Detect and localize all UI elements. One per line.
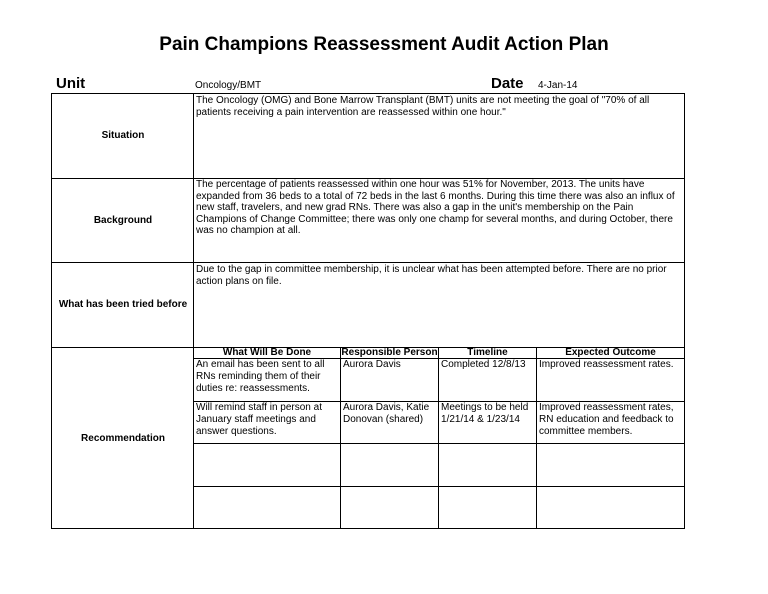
rec-row-divider <box>193 443 685 444</box>
rec-column-divider <box>438 347 439 529</box>
rec-header-what: What Will Be Done <box>222 347 312 358</box>
unit-value: Oncology/BMT <box>195 80 262 91</box>
rec-header-responsible: Responsible Person <box>341 347 438 358</box>
background-text: The percentage of patients reassessed within one hour was 51% for November, 2013. The units have expanded from 36 beds to a total of 72 beds in the last 6 months. During this time there was also an influx of new staff, travelers, and new grad RNs. There was also a gap in the unit's membership on the Pain Champions of Change Committee; there was only one champ for several months, and during October, there was no champion at all. <box>196 179 675 236</box>
tried-before-text: Due to the gap in committee membership, it is unclear what has been attempted before. There are no prior action plans on file. <box>196 264 667 287</box>
tried-before-label: What has been tried before <box>58 299 188 310</box>
rec-row2-outcome: Improved reassessment rates, RN education and feedback to committee members. <box>539 402 674 437</box>
situation-label: Situation <box>101 130 145 141</box>
rec-row2-responsible: Aurora Davis, Katie Donovan (shared) <box>343 402 430 425</box>
date-value: 4-Jan-14 <box>538 80 578 91</box>
rec-row-divider <box>193 486 685 487</box>
rec-column-divider <box>340 347 341 529</box>
rec-row1-outcome: Improved reassessment rates. <box>539 359 674 370</box>
situation-text: The Oncology (OMG) and Bone Marrow Transplant (BMT) units are not meeting the goal of "70% of all patients receiving a pain intervention are reassessed within one hour." <box>196 95 650 118</box>
recommendation-label: Recommendation <box>81 432 165 444</box>
rec-column-divider <box>536 347 537 529</box>
rec-row2-timeline: Meetings to be held 1/21/14 & 1/23/14 <box>441 402 529 425</box>
rec-header-timeline: Timeline <box>467 347 508 358</box>
rec-row1-responsible: Aurora Davis <box>343 359 401 370</box>
unit-label: Unit <box>56 75 86 92</box>
page-title: Pain Champions Reassessment Audit Action Plan <box>159 34 609 55</box>
rec-header-outcome: Expected Outcome <box>565 347 656 358</box>
background-label: Background <box>93 214 153 226</box>
rec-row1-timeline: Completed 12/8/13 <box>441 359 526 370</box>
rec-row2-what: Will remind staff in person at January staff meetings and answer questions. <box>196 402 322 437</box>
date-label: Date <box>491 75 524 92</box>
rec-row1-what: An email has been sent to all RNs reminding them of their duties re: reassessments. <box>196 359 325 394</box>
